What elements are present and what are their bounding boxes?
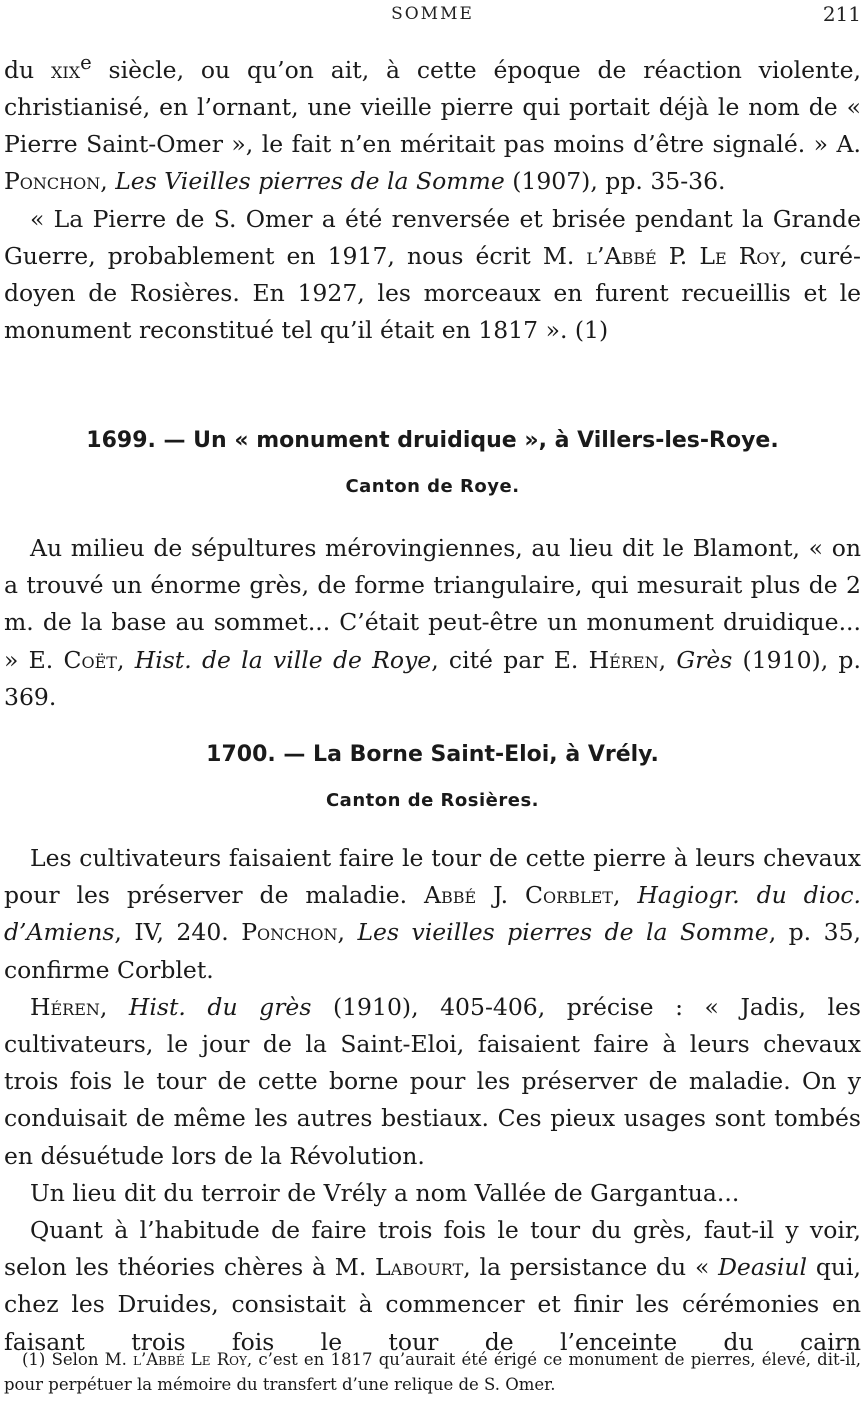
running-title: SOMME (391, 4, 474, 24)
footnote-1: (1) Selon M. l’Abbé Le Roy, c’est en 1817 qu’aurait été érigé ce monument de pierres, élevé, dit-il, pour perpétuer la mémoire du transfert d’une relique de S. Omer. (4, 1350, 861, 1394)
author-name: Coët (63, 645, 117, 674)
continuation-paragraph-1: du xix$^e$ siècle, ou qu’on ait, à cette époque de réaction violente, christianisé, en l’ornant, une vieille pierre qui portait déjà le nom de « Pierre Saint-Omer », le fait n’en méritait pas moins d’être signalé. » A. Ponchon, Les Vieilles pierres de la Somme (1907), pp. 35-36. (4, 51, 861, 196)
work-title: Hist. du grès (128, 992, 312, 1021)
work-title: Hagiogr. du dioc. d’Amiens (4, 881, 861, 947)
author-name: Le Roy (190, 1350, 247, 1369)
term: Deasiul (718, 1253, 808, 1282)
author-name: Héren (30, 992, 100, 1021)
continuation-text (4, 44, 861, 349)
entry-1700-paragraph-2: Héren, Hist. du grès (1910), 405-406, précise : « Jadis, les cultivateurs, le jour de la Saint-Eloi, faisaient faire à leurs chevaux trois fois le tour de cette borne pour les préserver de maladie. On y conduisait de même les autres bestiaux. Ces pieux usages sont tombés en désuétude lors de la Révolution. (4, 992, 861, 1170)
author-name: Ponchon (241, 918, 338, 947)
work-title: Hist. de la ville de Roye (134, 645, 432, 674)
entry-1700-text (4, 840, 861, 1361)
work-title: Les Vieilles pierres de la Somme (115, 167, 505, 196)
page-number: 211 (822, 2, 861, 26)
page-header (0, 0, 865, 30)
author-name: Le Roy (699, 241, 781, 270)
work-title: Les vieilles pierres de la Somme (357, 918, 769, 947)
continuation-paragraph-2: « La Pierre de S. Omer a été renversée et brisée pendant la Grande Guerre, probablement en 1917, nous écrit M. l’Abbé P. Le Roy, curé-doyen de Rosières. En 1927, les morceaux en furent recueillis et le monument reconstitué tel qu’il était en 1817 ». (1) (4, 204, 861, 345)
work-title: Grès (676, 645, 733, 674)
author-name: Corblet (525, 881, 613, 910)
author-name: Héren (588, 645, 659, 674)
entry-1700-paragraph-4: Quant à l’habitude de faire trois fois le tour du grès, faut-il y voir, selon les théories chères à M. Labourt, la persistance du « Deasiul qui, chez les Druides, consistait à commencer et finir les cérémonies en faisant trois fois le tour de l’enceinte du cairn (4, 1216, 861, 1356)
entry-1700-canton: Canton de Rosières. (325, 790, 540, 811)
footnote (4, 1348, 861, 1397)
entry-1699-paragraph: Au milieu de sépultures mérovingiennes, au lieu dit le Blamont, « on a trouvé un énorme grès, de forme triangulaire, qui mesurait plus de 2 m. de la base au sommet... C’était peut-être un monument druidique... » E. Coët, Hist. de la ville de Roye, cité par E. Héren, Grès (1910), p. 369. (4, 534, 861, 711)
entry-1700-paragraph-1: Les cultivateurs faisaient faire le tour de cette pierre à leurs chevaux pour les préserver de maladie. Abbé J. Corblet, Hagiogr. du dioc. d’Amiens, IV, 240. Ponchon, Les vieilles pierres de la Somme, p. 35, confirme Corblet. (4, 844, 861, 984)
entry-1699-heading: 1699. — Un « monument druidique », à Villers-les-Roye. (86, 428, 779, 453)
entry-1699-canton: Canton de Roye. (345, 476, 520, 497)
author-name: Ponchon (4, 167, 101, 196)
author-name: Labourt (375, 1253, 464, 1282)
entry-1700-heading: 1700. — La Borne Saint-Eloi, à Vrély. (206, 742, 659, 767)
entry-1700-paragraph-3: Un lieu dit du terroir de Vrély a nom Vallée de Gargantua... (30, 1178, 740, 1207)
entry-1699-text (4, 530, 861, 716)
